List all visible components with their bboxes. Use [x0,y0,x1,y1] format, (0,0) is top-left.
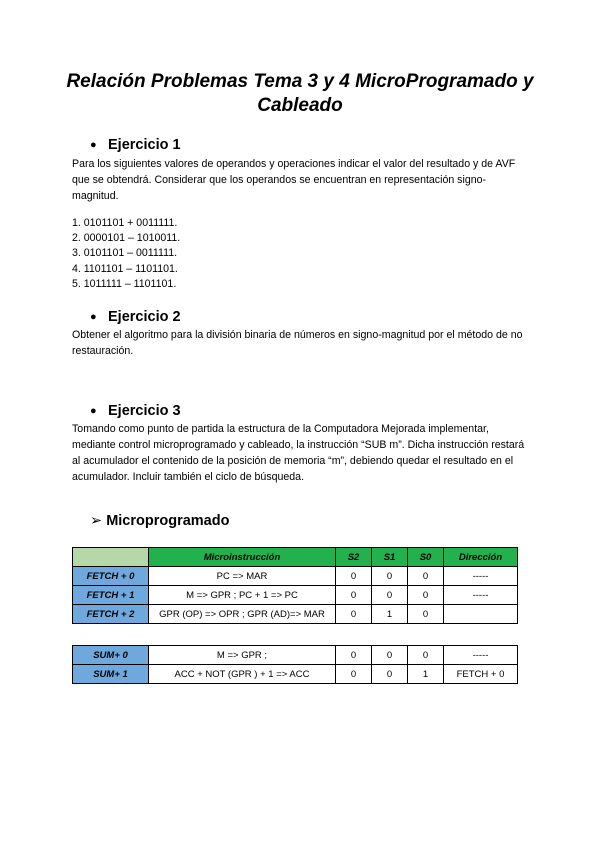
bullet-icon: ● [90,405,97,417]
table-cell: 1 [408,665,444,684]
ex3-heading-text: Ejercicio 3 [108,403,181,419]
ex1-operations-list [72,216,180,292]
header-cell: S1 [372,548,408,567]
table-cell: GPR (OP) => OPR ; GPR (AD)=> MAR [149,605,336,624]
ex2-heading-text: Ejercicio 2 [108,309,181,325]
table-row [73,646,518,665]
arrow-icon: ➢ [90,513,107,529]
table-cell: 0 [372,586,408,605]
list-item: 2. 0000101 – 1010011. [72,232,181,245]
table-cell: 0 [408,586,444,605]
table-cell: 0 [336,646,372,665]
table-cell: 0 [336,567,372,586]
table-cell: 0 [408,605,444,624]
table-cell: 0 [408,646,444,665]
row-label: FETCH + 0 [73,567,149,586]
header-cell: S0 [408,548,444,567]
table-row [73,586,518,605]
row-label: SUM+ 0 [73,646,149,665]
ex1-paragraph: Para los siguientes valores de operandos y operaciones indicar el valor del resultado y de AVF que se obtendrá. Considerar que los operandos se encuentran en representación signo-magnitud. [72,158,516,202]
ex1-heading [90,137,181,153]
list-item: 5. 1011111 – 1101101. [72,277,177,290]
table-cell: ----- [444,586,518,605]
list-item: 1. 0101101 + 0011111. [72,217,178,229]
table-cell: FETCH + 0 [444,665,518,684]
table-row [73,567,518,586]
row-label: FETCH + 1 [73,586,149,605]
row-label: FETCH + 2 [73,605,149,624]
table-row [73,605,518,624]
table-cell: 0 [372,567,408,586]
table-cell: ----- [444,646,518,665]
ex2-paragraph: Obtener el algoritmo para la división binaria de números en signo-magnitud por el método de no restauración. [72,329,523,357]
table-row [73,665,518,684]
bullet-icon: ● [90,139,97,151]
ex3-heading [90,403,181,419]
table-cell: 0 [336,586,372,605]
microprogramado-heading [90,513,229,529]
header-cell [73,548,149,567]
table-cell: M => GPR ; [149,646,336,665]
document-title: Relación Problemas Tema 3 y 4 MicroProgramado y Cableado [66,71,534,116]
row-label: SUM+ 1 [73,665,149,684]
table-cell: 0 [372,646,408,665]
ex2-heading [90,309,181,325]
table-cell: ----- [444,567,518,586]
fetch-table [72,547,518,624]
header-cell: Dirección [444,548,518,567]
list-item: 3. 0101101 – 0011111. [72,247,178,260]
table-cell: 0 [336,665,372,684]
table-cell: M => GPR ; PC + 1 => PC [149,586,336,605]
table-header-row [73,548,518,567]
ex1-heading-text: Ejercicio 1 [108,137,181,153]
microprogramado-heading-text: Microprogramado [106,513,230,529]
header-cell: S2 [336,548,372,567]
table-cell: PC => MAR [149,567,336,586]
header-cell: Microinstrucción [149,548,336,567]
sum-table [72,645,518,684]
list-item: 4. 1101101 – 1101101. [72,262,178,275]
table-cell: 0 [372,665,408,684]
table-cell: ACC + NOT (GPR ) + 1 => ACC [149,665,336,684]
bullet-icon: ● [90,311,97,323]
table-cell: 0 [336,605,372,624]
ex3-paragraph: Tomando como punto de partida la estructura de la Computadora Mejorada implementar, mediante control microprogramado y cableado, la instrucción “SUB m”. Dicha instrucción restará al acumulador el contenido de la posición de memoria “m”, debiendo quedar el resultado en el acumulador. Incluir también el ciclo de búsqueda. [72,423,525,483]
table-cell: 0 [408,567,444,586]
table-cell: 1 [372,605,408,624]
table-cell [444,605,518,624]
